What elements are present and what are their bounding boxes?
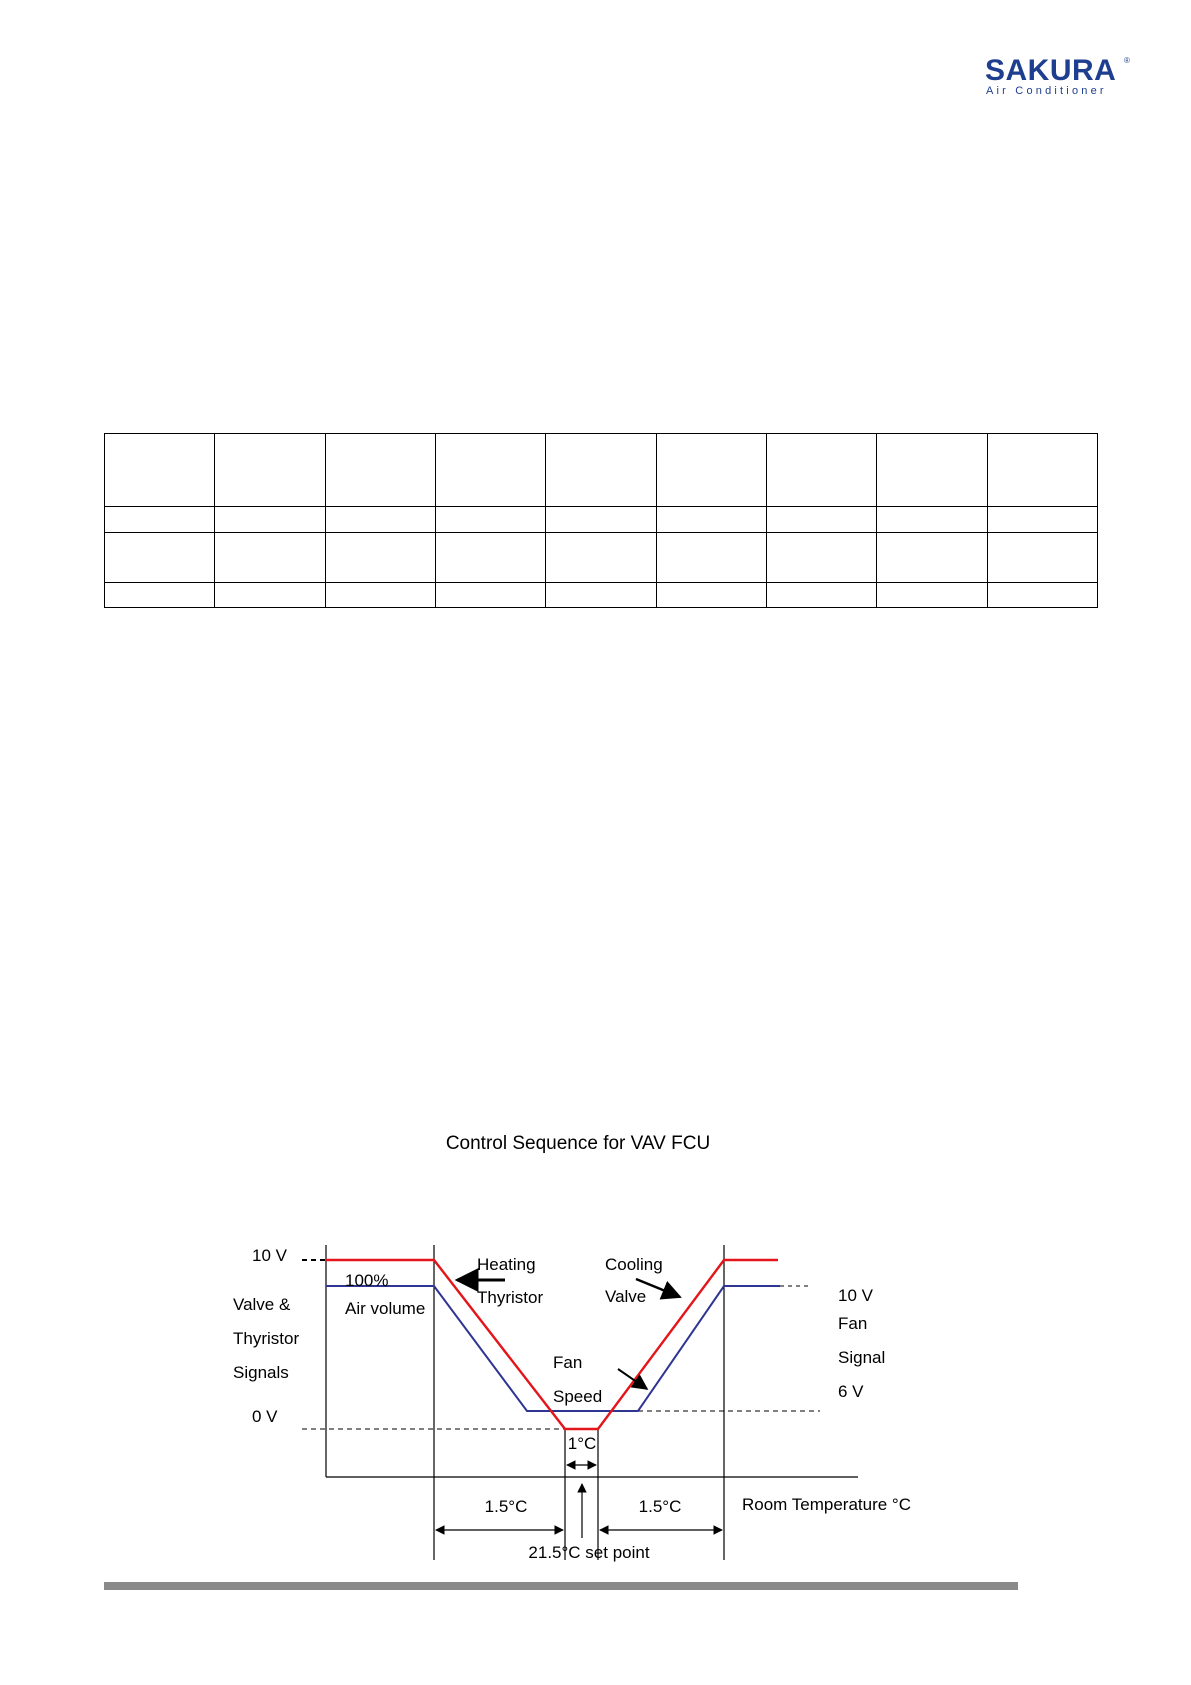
table-cell [215, 507, 325, 532]
table-cell [877, 507, 987, 532]
label-fan: Fan [553, 1353, 583, 1372]
label-fan-signal: Signal [838, 1348, 886, 1367]
table-row [105, 532, 1098, 582]
logo-tagline: Air Conditioner [986, 85, 1107, 97]
label-set-point: 21.5°C set point [528, 1543, 650, 1562]
table-cell [215, 532, 325, 582]
label-deadband: 1°C [567, 1434, 597, 1453]
label-fan-speed: Speed [553, 1387, 603, 1406]
table-cell [546, 532, 656, 582]
table-row [105, 507, 1098, 532]
table-cell [105, 532, 215, 582]
table-cell [325, 434, 435, 507]
label-heating: Heating [477, 1255, 536, 1274]
table-cell [656, 532, 766, 582]
label-thyristor: Thyristor [233, 1329, 300, 1348]
table-cell [877, 532, 987, 582]
table-cell [546, 507, 656, 532]
table-cell [766, 507, 876, 532]
table-row [105, 582, 1098, 607]
label-fan-right: Fan [838, 1314, 868, 1333]
table-cell [766, 434, 876, 507]
x-axis-label: Room Temperature °C [742, 1495, 911, 1514]
label-air-volume: Air volume [345, 1299, 426, 1318]
table-cell [546, 434, 656, 507]
registered-mark: ® [1124, 56, 1130, 65]
label-signals: Signals [233, 1363, 289, 1382]
footer-divider [104, 1582, 1018, 1590]
label-100-percent: 100% [345, 1271, 389, 1290]
label-10v-left: 10 V [252, 1246, 287, 1265]
label-10v-right: 10 V [838, 1286, 873, 1305]
table-cell [877, 434, 987, 507]
label-cooling: Cooling [605, 1255, 663, 1274]
table-cell [105, 507, 215, 532]
label-valve: Valve & [233, 1295, 291, 1314]
table-cell [435, 434, 545, 507]
label-heating-thyristor: Thyristor [477, 1288, 544, 1307]
table-cell [435, 582, 545, 607]
table-cell [656, 582, 766, 607]
label-cooling-valve: Valve [605, 1287, 647, 1306]
table-cell [656, 434, 766, 507]
table-cell [987, 532, 1097, 582]
table-cell [766, 532, 876, 582]
empty-data-table [104, 433, 1098, 608]
sakura-logo [985, 54, 1135, 100]
table-cell [656, 507, 766, 532]
table-cell [105, 434, 215, 507]
table-cell [325, 532, 435, 582]
table-cell [435, 532, 545, 582]
table-cell [987, 434, 1097, 507]
table-cell [105, 582, 215, 607]
table-cell [215, 582, 325, 607]
table-cell [325, 507, 435, 532]
table-cell [546, 582, 656, 607]
table-cell [877, 582, 987, 607]
logo-wordmark: SAKURA [985, 54, 1117, 87]
table-cell [987, 507, 1097, 532]
table-cell [435, 507, 545, 532]
label-6v: 6 V [838, 1382, 864, 1401]
table-cell [987, 582, 1097, 607]
table-cell [766, 582, 876, 607]
table-row [105, 434, 1098, 507]
table-cell [325, 582, 435, 607]
label-0v: 0 V [252, 1407, 278, 1426]
label-heating-band: 1.5°C [484, 1497, 528, 1516]
diagram-title: Control Sequence for VAV FCU [445, 1133, 711, 1154]
label-cooling-band: 1.5°C [638, 1497, 682, 1516]
control-sequence-diagram [0, 1120, 1191, 1580]
fan-speed-arrow [618, 1369, 647, 1389]
table-cell [215, 434, 325, 507]
